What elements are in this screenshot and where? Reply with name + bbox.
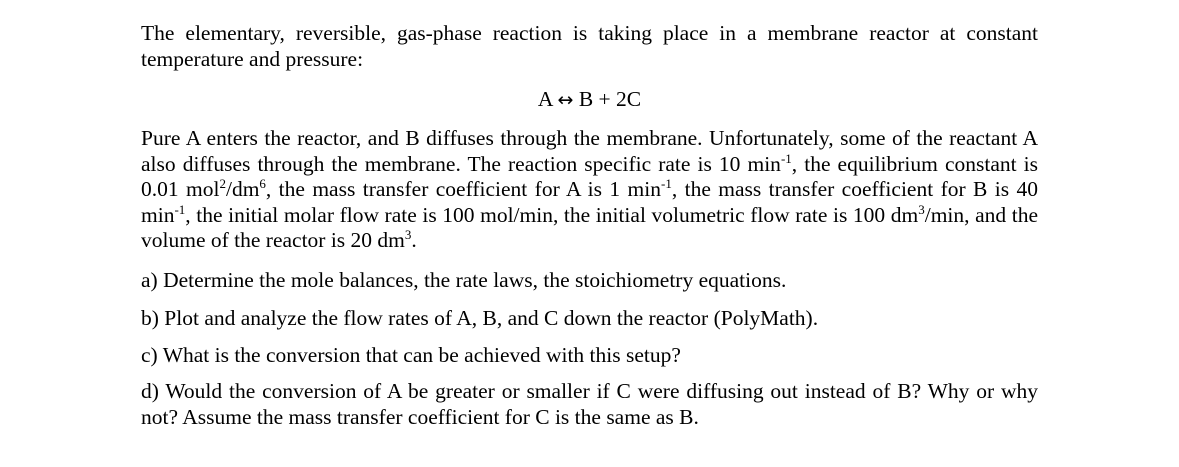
- param-text-7: /min, and the volume of the reactor is 20 dm: [141, 202, 1038, 252]
- exponent-6: 3: [918, 201, 925, 217]
- param-text-5: , the mass transfer coefficient for B is 40 min: [141, 177, 1038, 227]
- problem-parameters-paragraph: [141, 126, 1038, 254]
- param-text-3: /dm: [225, 177, 260, 201]
- param-text-6: , the initial molar flow rate is 100 mol/min, the initial volumetric flow rate is 100 dm: [185, 202, 919, 227]
- question-a: a) Determine the mole balances, the rate laws, the stoichiometry equations.: [141, 267, 787, 292]
- intro-text: The elementary, reversible, gas-phase reaction is taking place in a membrane reactor at constant temperature and pressure:: [141, 21, 1038, 71]
- reaction-equation: [141, 87, 1038, 113]
- question-c: c) What is the conversion that can be achieved with this setup?: [141, 342, 681, 367]
- equation-reactant: A: [537, 87, 553, 111]
- param-text-1: Pure A enters the reactor, and B diffuses through the membrane. Unfortunately, some of the reactant A also diffuses through the membrane. The reaction specific rate is 10 min: [141, 126, 1038, 176]
- problem-statement: [141, 21, 1038, 430]
- reversible-arrow-icon: ↔: [557, 89, 574, 111]
- exponent-3: 6: [259, 176, 266, 191]
- exponent-5: -1: [174, 201, 186, 217]
- exponent-4: -1: [660, 176, 672, 191]
- question-b: b) Plot and analyze the flow rates of A, B, and C down the reactor (PolyMath).: [141, 306, 819, 330]
- question-d: d) Would the conversion of A be greater or smaller if C were diffusing out instead of B? Why or why not? Assume the mass transfer coefficient for C is the same as B.: [141, 379, 1038, 429]
- exponent-2: 2: [219, 176, 226, 191]
- exponent-1: -1: [780, 150, 792, 166]
- exponent-7: 3: [404, 227, 412, 242]
- param-text-4: , the mass transfer coefficient for A is 1 min: [265, 177, 661, 201]
- equation-products: B + 2C: [578, 87, 642, 111]
- param-text-2: , the equilibrium constant is 0.01 mol: [141, 151, 1038, 201]
- param-text-8: .: [411, 228, 417, 252]
